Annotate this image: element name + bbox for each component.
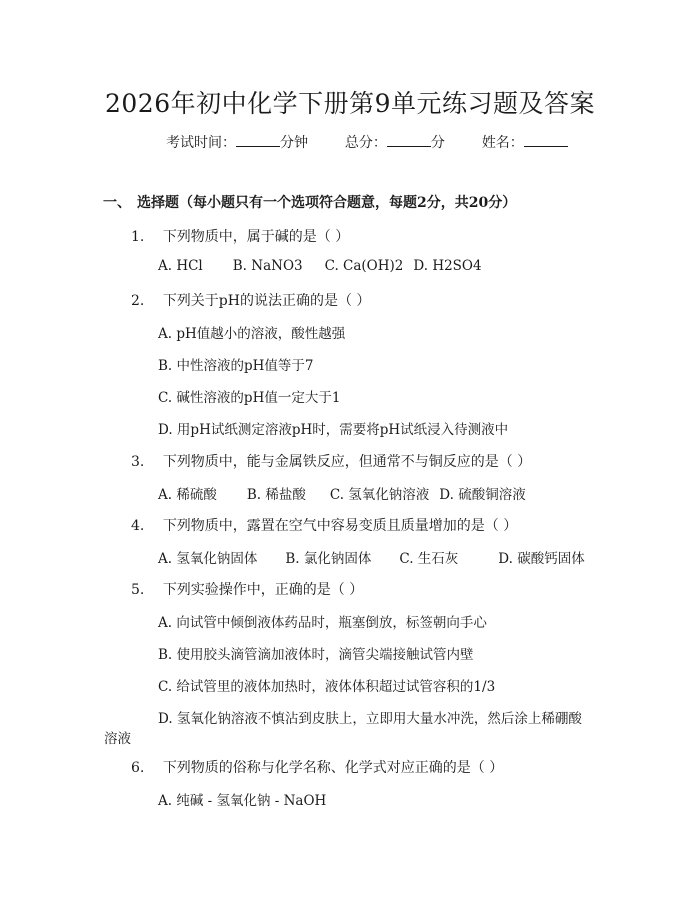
question-2 bbox=[131, 290, 370, 310]
question-number: 6. bbox=[131, 760, 145, 776]
question-stem: 下列物质的俗称与化学名称、化学式对应正确的是（ ） bbox=[162, 760, 504, 776]
option-a: A. 纯碱 - 氢氧化钠 - NaOH bbox=[158, 793, 327, 809]
section-label: 选择题（每小题只有一个选项符合题意，每题2分，共20分） bbox=[137, 195, 517, 211]
document-title: 2026年初中化学下册第9单元练习题及答案 bbox=[104, 89, 596, 118]
option-d: D. 碳酸钙固体 bbox=[498, 551, 585, 567]
question-number: 1. bbox=[131, 229, 145, 245]
option-b: B. 稀盐酸 bbox=[246, 487, 306, 503]
option-c: C. Ca(OH)2 bbox=[324, 258, 404, 274]
name-label: 姓名： bbox=[481, 135, 524, 151]
q3-options-row bbox=[158, 483, 526, 503]
option-d-continuation: 溶液 bbox=[104, 731, 131, 747]
question-stem: 下列物质中，属于碱的是（ ） bbox=[162, 229, 350, 245]
option-d: D. 用pH试纸测定溶液pH时，需要将pH试纸浸入待测液中 bbox=[158, 422, 509, 438]
score-blank bbox=[387, 134, 431, 147]
option-d: D. 硫酸铜溶液 bbox=[439, 487, 526, 503]
option-a: A. 氢氧化钠固体 bbox=[158, 551, 258, 567]
question-4 bbox=[131, 515, 517, 535]
time-label: 考试时间： bbox=[166, 135, 236, 151]
option-a: A. HCl bbox=[158, 258, 203, 274]
section-number: 一、 bbox=[103, 195, 131, 211]
question-5 bbox=[131, 579, 363, 599]
option-a: A. 向试管中倾倒液体药品时，瓶塞倒放，标签朝向手心 bbox=[158, 615, 487, 631]
option-c: C. 氢氧化钠溶液 bbox=[329, 487, 430, 503]
option-c: C. 生石灰 bbox=[399, 551, 459, 567]
q4-options-row bbox=[158, 547, 585, 567]
section-heading bbox=[103, 192, 516, 212]
time-blank bbox=[236, 134, 280, 147]
score-label: 总分： bbox=[344, 135, 387, 151]
question-1 bbox=[131, 226, 349, 246]
question-3 bbox=[131, 451, 531, 471]
question-number: 4. bbox=[131, 518, 145, 534]
question-stem: 下列物质中，露置在空气中容易变质且质量增加的是（ ） bbox=[162, 518, 518, 534]
exam-meta-line bbox=[166, 132, 568, 152]
q1-options-row bbox=[158, 258, 482, 274]
time-unit: 分钟 bbox=[280, 135, 308, 151]
question-stem: 下列关于pH的说法正确的是（ ） bbox=[162, 293, 371, 309]
option-c: C. 碱性溶液的pH值一定大于1 bbox=[158, 390, 341, 406]
question-stem: 下列物质中，能与金属铁反应，但通常不与铜反应的是（ ） bbox=[162, 454, 532, 470]
score-unit: 分 bbox=[430, 135, 445, 151]
question-number: 5. bbox=[131, 582, 145, 598]
question-stem: 下列实验操作中，正确的是（ ） bbox=[162, 582, 364, 598]
option-b: B. 中性溶液的pH值等于7 bbox=[158, 358, 314, 374]
option-a: A. pH值越小的溶液，酸性越强 bbox=[158, 326, 346, 342]
question-number: 3. bbox=[131, 454, 145, 470]
name-blank bbox=[524, 134, 568, 147]
option-d: D. H2SO4 bbox=[413, 258, 482, 274]
option-a: A. 稀硫酸 bbox=[158, 487, 217, 503]
option-b: B. 使用胶头滴管滴加液体时，滴管尖端接触试管内壁 bbox=[158, 647, 474, 663]
question-6 bbox=[131, 757, 503, 777]
question-number: 2. bbox=[131, 293, 145, 309]
option-b: B. NaNO3 bbox=[232, 258, 303, 274]
option-d: D. 氢氧化钠溶液不慎沾到皮肤上，立即用大量水冲洗，然后涂上稀硼酸 bbox=[158, 711, 582, 727]
option-c: C. 给试管里的液体加热时，液体体积超过试管容积的1/3 bbox=[158, 679, 496, 695]
option-b: B. 氯化钠固体 bbox=[285, 551, 372, 567]
